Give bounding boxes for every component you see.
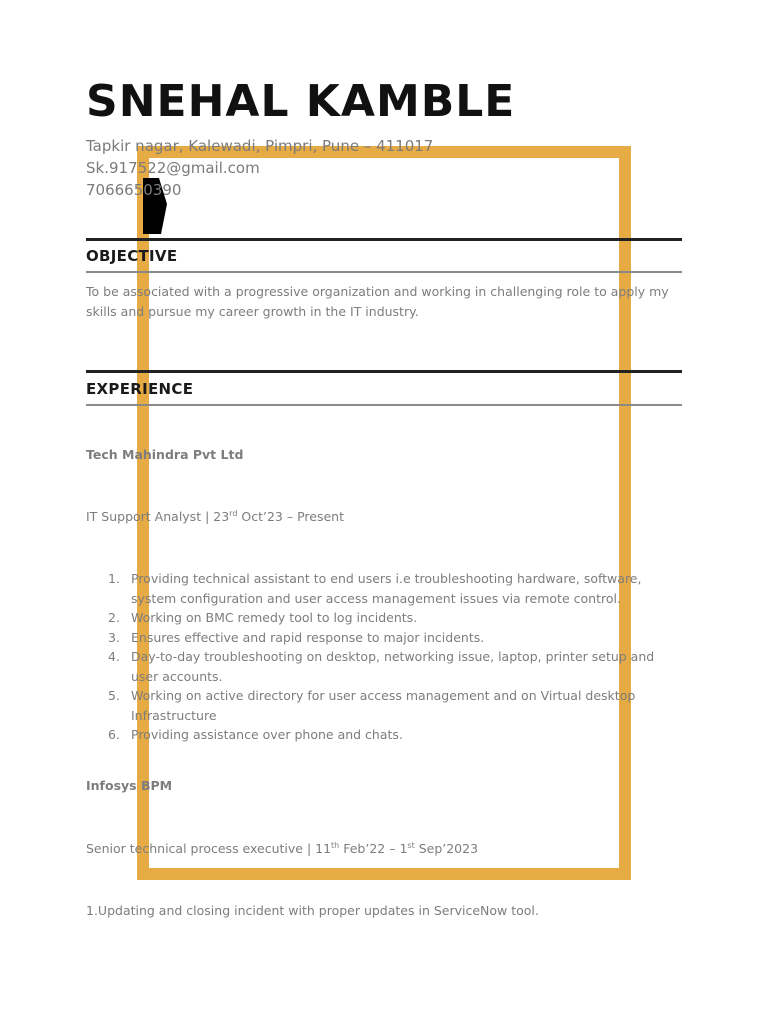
list-item-number: 3. [108,629,120,645]
job-duties-list [86,569,682,745]
job-duty-line: 1.Updating and closing incident with proper updates in ServiceNow tool. [86,903,539,918]
list-item [86,608,682,628]
date-suffix: th [331,840,340,850]
list-item [86,686,682,725]
date-suffix: st [407,840,415,850]
list-item-number: 5. [108,688,120,703]
experience-heading: EXPERIENCE [86,380,194,398]
job-role-title: Senior technical process executive | 11 [86,841,332,856]
job-role [86,840,478,858]
list-item [86,647,682,686]
list-item-text: Providing technical assistant to end users i.e troubleshooting hardware, software, system configuration and user access management issues via remote control. [131,571,642,606]
date-suffix: rd [229,508,238,518]
objective-heading: OBJECTIVE [86,247,178,265]
job-role-dates: Feb’22 – 1 [339,841,408,856]
list-item-number: 6. [108,727,120,742]
job-company: Tech Mahindra Pvt Ltd [86,447,244,462]
list-item-number: 2. [108,610,120,625]
candidate-name: SNEHAL KAMBLE [86,76,516,127]
job-role-dates: Sep’2023 [414,841,479,856]
job-role-title: IT Support Analyst | 23 [86,509,230,524]
job-company: Infosys BPM [86,778,173,793]
list-item-text: Working on active directory for user access management and on Virtual desktop Infrastructure [131,688,636,723]
list-item-text: Providing assistance over phone and chats. [131,727,403,742]
list-item-text: Working on BMC remedy tool to log incidents. [131,610,418,625]
section-divider-bottom [86,271,682,273]
contact-address: Tapkir nagar, Kalewadi, Pimpri, Pune – 411017 [86,137,434,155]
section-divider-top [86,370,682,373]
contact-email[interactable]: Sk.917522@gmail.com [86,159,260,177]
list-item [86,569,682,608]
section-divider-bottom [86,404,682,406]
job-role [86,508,344,526]
objective-text: To be associated with a progressive organization and working in challenging role to apply my skills and pursue my career growth in the IT industry. [86,284,669,319]
contact-phone: 7066650390 [86,181,182,199]
list-item-number: 1. [108,571,120,586]
list-item-text: Ensures effective and rapid response to major incidents. [131,629,485,645]
section-divider-top [86,238,682,241]
list-item-text: Day-to-day troubleshooting on desktop, networking issue, laptop, printer setup and user accounts. [131,649,655,684]
job-role-dates: Oct’23 – Present [237,509,344,524]
list-item [86,725,682,745]
list-item-number: 4. [108,649,120,664]
list-item [86,628,682,648]
